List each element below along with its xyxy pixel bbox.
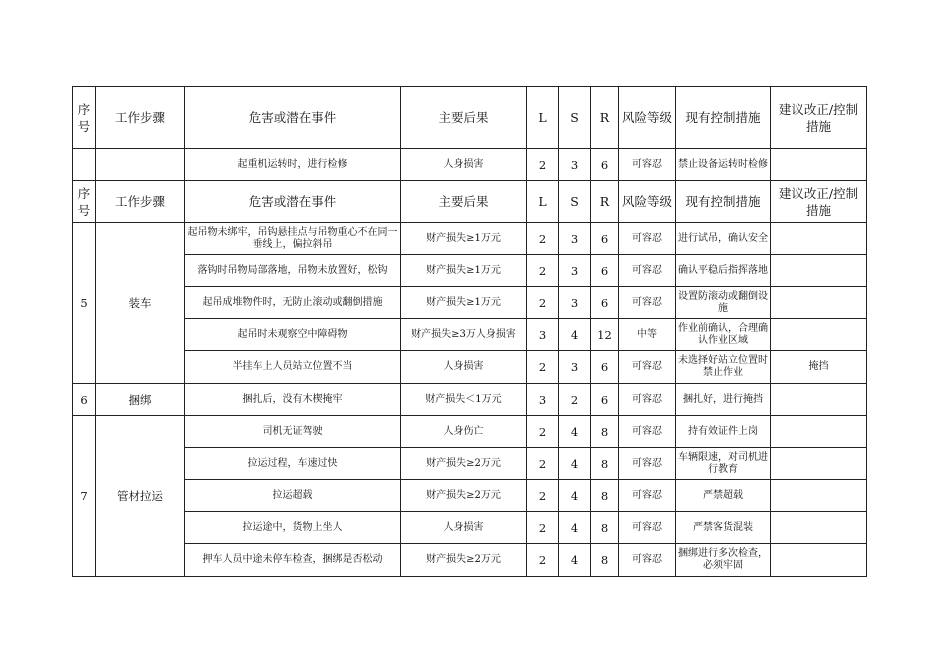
table-row	[73, 384, 867, 416]
cell-r: 6	[591, 255, 619, 287]
cell-risk: 可容忍	[619, 544, 676, 577]
cell-control: 禁止设备运转时检修	[676, 149, 771, 181]
cell-s: 2	[559, 384, 591, 416]
cell-s: 4	[559, 480, 591, 512]
cell-l: 2	[527, 480, 559, 512]
cell-consequence: 财产损失≥3万人身损害	[401, 319, 527, 351]
cell-r: 8	[591, 544, 619, 577]
table-row	[73, 149, 867, 181]
cell-suggest: 掩挡	[771, 351, 867, 384]
cell-l: 2	[527, 448, 559, 480]
cell-suggest	[771, 416, 867, 448]
cell-r: 6	[591, 223, 619, 255]
header-control: 现有控制措施	[676, 87, 771, 149]
cell-hazard: 拉运过程，车速过快	[185, 448, 401, 480]
header-step: 工作步骤	[96, 87, 185, 149]
header-seq: 序号	[73, 181, 96, 223]
table-row	[73, 544, 867, 577]
header-risk: 风险等级	[619, 87, 676, 149]
header-s: S	[559, 181, 591, 223]
cell-l: 2	[527, 544, 559, 577]
cell-risk: 可容忍	[619, 255, 676, 287]
cell-consequence: 财产损失≥2万元	[401, 448, 527, 480]
header-risk: 风险等级	[619, 181, 676, 223]
cell-l: 3	[527, 384, 559, 416]
table-row	[73, 480, 867, 512]
cell-s: 3	[559, 287, 591, 319]
cell-s: 4	[559, 448, 591, 480]
header-hazard: 危害或潜在事件	[185, 181, 401, 223]
cell-suggest	[771, 544, 867, 577]
cell-control: 捆扎好，进行掩挡	[676, 384, 771, 416]
cell-hazard: 押车人员中途未停车检查，捆绑是否松动	[185, 544, 401, 577]
cell-s: 3	[559, 351, 591, 384]
cell-consequence: 人身损害	[401, 351, 527, 384]
cell-hazard: 起吊成堆物件时，无防止滚动或翻倒措施	[185, 287, 401, 319]
cell-risk: 可容忍	[619, 223, 676, 255]
cell-s: 4	[559, 512, 591, 544]
cell-consequence: 财产损失＜1万元	[401, 384, 527, 416]
cell-l: 2	[527, 149, 559, 181]
header-control: 现有控制措施	[676, 181, 771, 223]
cell-step: 捆绑	[96, 384, 185, 416]
cell-l: 2	[527, 351, 559, 384]
cell-seq: 7	[73, 416, 96, 577]
cell-r: 6	[591, 384, 619, 416]
cell-r: 8	[591, 416, 619, 448]
header-seq: 序号	[73, 87, 96, 149]
cell-hazard: 起吊物未绑牢，吊钩悬挂点与吊物重心不在同一垂线上，偏拉斜吊	[185, 223, 401, 255]
header-l: L	[527, 181, 559, 223]
cell-risk: 可容忍	[619, 287, 676, 319]
table-row	[73, 223, 867, 255]
cell-control: 严禁客货混装	[676, 512, 771, 544]
header-consequence: 主要后果	[401, 87, 527, 149]
cell-s: 3	[559, 223, 591, 255]
cell-consequence: 人身损害	[401, 149, 527, 181]
table-row	[73, 255, 867, 287]
cell-consequence: 财产损失≥2万元	[401, 544, 527, 577]
repeat-header-row	[73, 181, 867, 223]
table-row	[73, 319, 867, 351]
cell-step: 装车	[96, 223, 185, 384]
cell-l: 2	[527, 223, 559, 255]
cell-consequence: 人身伤亡	[401, 416, 527, 448]
cell-control: 作业前确认，合理确认作业区域	[676, 319, 771, 351]
cell-risk: 可容忍	[619, 448, 676, 480]
cell-s: 3	[559, 149, 591, 181]
cell-risk: 可容忍	[619, 512, 676, 544]
cell-hazard: 司机无证驾驶	[185, 416, 401, 448]
header-l: L	[527, 87, 559, 149]
cell-control: 确认平稳后指挥落地	[676, 255, 771, 287]
header-consequence: 主要后果	[401, 181, 527, 223]
header-r: R	[591, 181, 619, 223]
cell-consequence: 人身损害	[401, 512, 527, 544]
header-hazard: 危害或潜在事件	[185, 87, 401, 149]
table-row	[73, 416, 867, 448]
cell-r: 8	[591, 512, 619, 544]
cell-s: 3	[559, 255, 591, 287]
table-row	[73, 287, 867, 319]
cell-hazard: 起吊时未观察空中障碍物	[185, 319, 401, 351]
cell-control: 进行试吊，确认安全	[676, 223, 771, 255]
cell-risk: 可容忍	[619, 416, 676, 448]
cell-l: 3	[527, 319, 559, 351]
cell-control: 持有效证件上岗	[676, 416, 771, 448]
cell-hazard: 拉运超载	[185, 480, 401, 512]
cell-l: 2	[527, 255, 559, 287]
cell-control: 设置防滚动或翻倒设施	[676, 287, 771, 319]
risk-assessment-table	[72, 86, 867, 577]
table-row	[73, 448, 867, 480]
header-suggest: 建议改正/控制措施	[771, 181, 867, 223]
cell-control: 车辆限速，对司机进行教育	[676, 448, 771, 480]
cell-step	[96, 149, 185, 181]
cell-suggest	[771, 480, 867, 512]
cell-suggest	[771, 319, 867, 351]
cell-hazard: 起重机运转时，进行检修	[185, 149, 401, 181]
header-suggest: 建议改正/控制措施	[771, 87, 867, 149]
cell-r: 6	[591, 351, 619, 384]
cell-hazard: 捆扎后，没有木楔掩牢	[185, 384, 401, 416]
table-row	[73, 512, 867, 544]
cell-suggest	[771, 448, 867, 480]
cell-l: 2	[527, 287, 559, 319]
cell-consequence: 财产损失≥1万元	[401, 287, 527, 319]
cell-hazard: 半挂车上人员站立位置不当	[185, 351, 401, 384]
header-r: R	[591, 87, 619, 149]
cell-r: 8	[591, 480, 619, 512]
cell-s: 4	[559, 416, 591, 448]
cell-control: 未选择好站立位置时禁止作业	[676, 351, 771, 384]
cell-seq: 6	[73, 384, 96, 416]
cell-suggest	[771, 384, 867, 416]
cell-s: 4	[559, 544, 591, 577]
cell-risk: 中等	[619, 319, 676, 351]
cell-suggest	[771, 223, 867, 255]
cell-risk: 可容忍	[619, 351, 676, 384]
table-row	[73, 351, 867, 384]
cell-risk: 可容忍	[619, 480, 676, 512]
cell-consequence: 财产损失≥1万元	[401, 223, 527, 255]
cell-suggest	[771, 149, 867, 181]
header-s: S	[559, 87, 591, 149]
cell-step: 管材拉运	[96, 416, 185, 577]
cell-hazard: 拉运途中，货物上坐人	[185, 512, 401, 544]
header-row	[73, 87, 867, 149]
cell-r: 12	[591, 319, 619, 351]
cell-seq	[73, 149, 96, 181]
cell-consequence: 财产损失≥2万元	[401, 480, 527, 512]
cell-suggest	[771, 255, 867, 287]
cell-control: 严禁超载	[676, 480, 771, 512]
cell-control: 捆绑进行多次检查，必须牢固	[676, 544, 771, 577]
cell-hazard: 落钩时吊物局部落地，吊物未放置好，松钩	[185, 255, 401, 287]
cell-l: 2	[527, 512, 559, 544]
cell-suggest	[771, 287, 867, 319]
cell-consequence: 财产损失≥1万元	[401, 255, 527, 287]
cell-l: 2	[527, 416, 559, 448]
cell-risk: 可容忍	[619, 384, 676, 416]
cell-suggest	[771, 512, 867, 544]
cell-r: 8	[591, 448, 619, 480]
cell-r: 6	[591, 149, 619, 181]
header-step: 工作步骤	[96, 181, 185, 223]
cell-seq: 5	[73, 223, 96, 384]
cell-s: 4	[559, 319, 591, 351]
cell-risk: 可容忍	[619, 149, 676, 181]
cell-r: 6	[591, 287, 619, 319]
